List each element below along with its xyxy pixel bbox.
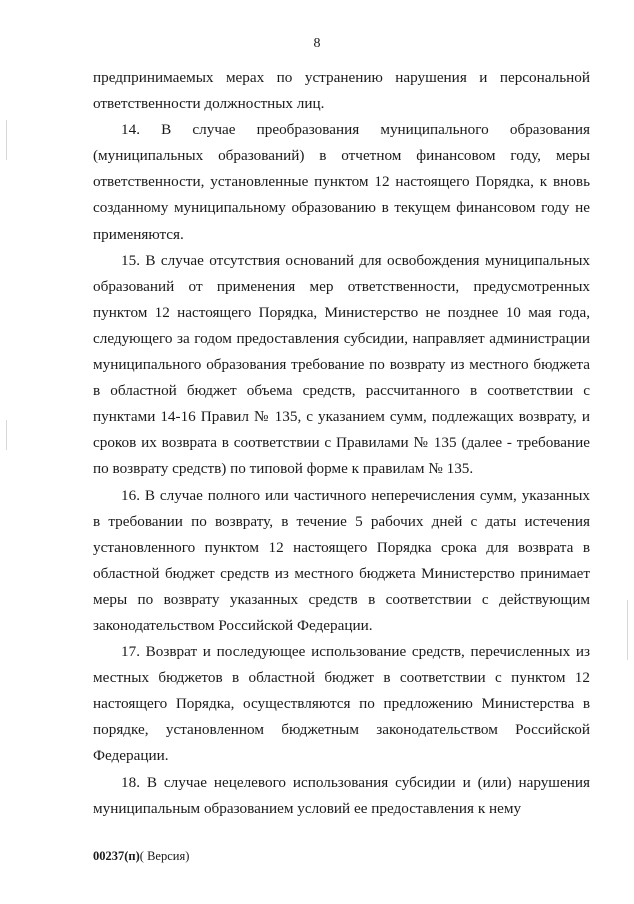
paragraph-15: 15. В случае отсутствия оснований для освобождения муниципальных образований от применения мер ответственности, предусмотренных пунктом 12 настоящего Порядка, Министерство не позднее 10 мая года, следующего за годом предоставления субсидии, направляет администрации муниципального образования требование по возврату из местного бюджета в областной бюджет объема средств, рассчитанного в соответствии с пунктами 14-16 Правил № 135, с указанием сумм, подлежащих возврату, и сроков их возврата в соответствии с Правилами № 135 (далее - требование по возврату средств) по типовой форме к правилам № 135. bbox=[93, 251, 590, 478]
page-number: 8 bbox=[313, 36, 321, 51]
scan-artifact bbox=[627, 600, 628, 660]
scan-artifact bbox=[6, 420, 7, 450]
document-version: ( Версия) bbox=[139, 849, 190, 863]
paragraph-continuation: предпринимаемых мерах по устранению нарушения и персональной ответственности должностных лиц. bbox=[93, 69, 590, 113]
paragraph-17: 17. Возврат и последующее использование средств, перечисленных из местных бюджетов в областной бюджет в соответствии с пунктом 12 настоящего Порядка, осуществляются по предложению Министерства в порядке, установленном бюджетным законодательством Российской Федерации. bbox=[93, 643, 590, 765]
paragraph-14: 14. В случае преобразования муниципального образования (муниципальных образований) в отчетном финансовом году, меры ответственности, установленные пунктом 12 настоящего Порядка, к вновь созданному муниципальному образованию в текущем финансовом году не применяются. bbox=[93, 121, 590, 243]
scan-artifact bbox=[6, 120, 7, 160]
document-footer bbox=[93, 848, 189, 864]
document-body bbox=[93, 65, 590, 822]
document-code: 00237(п) bbox=[93, 849, 140, 863]
paragraph-18: 18. В случае нецелевого использования субсидии и (или) нарушения муниципальным образованием условий ее предоставления к нему bbox=[93, 773, 590, 817]
paragraph-16: 16. В случае полного или частичного неперечисления сумм, указанных в требовании по возврату, в течение 5 рабочих дней с даты истечения установленного пунктом 12 настоящего Порядка срока для возврата в областной бюджет средств из местного бюджета Министерство принимает меры по возврату указанных средств в соответствии с действующим законодательством Российской Федерации. bbox=[93, 486, 590, 634]
